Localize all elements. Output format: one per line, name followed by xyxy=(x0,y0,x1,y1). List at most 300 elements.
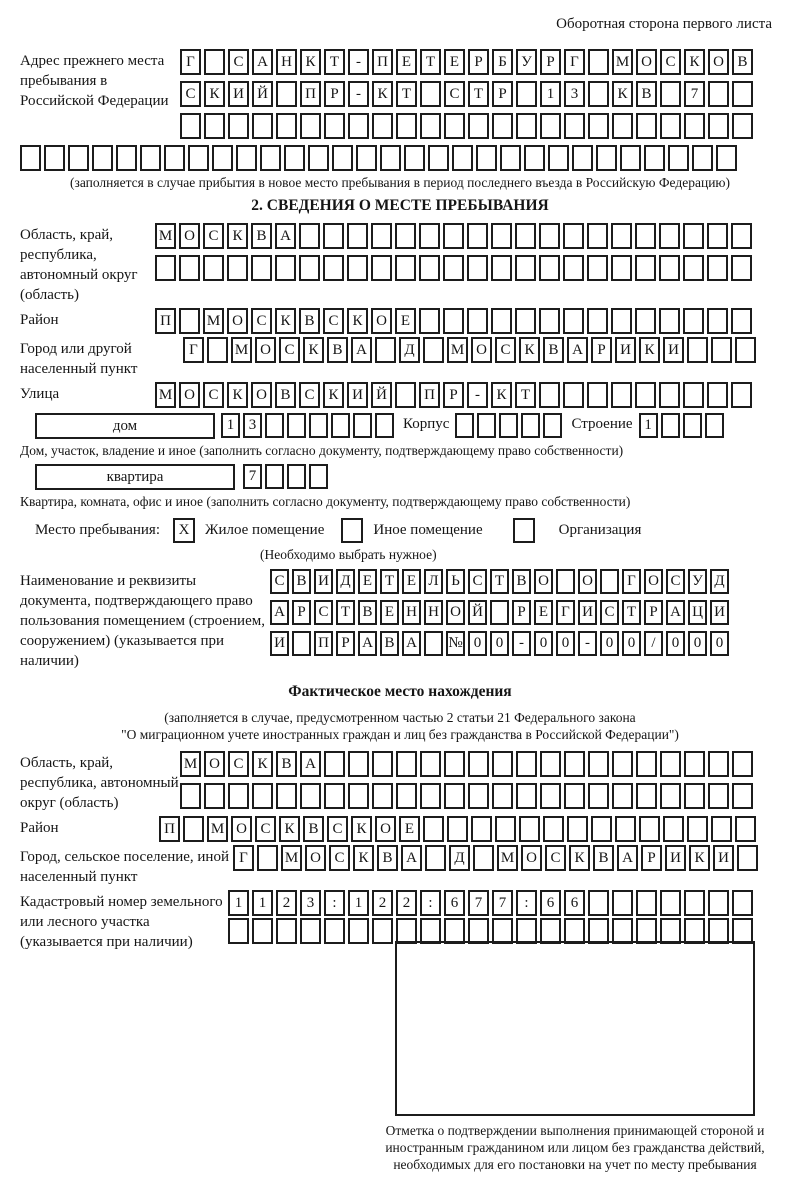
char-cell[interactable] xyxy=(611,223,632,249)
char-cell[interactable]: Е xyxy=(402,569,421,594)
char-cell[interactable]: Е xyxy=(534,600,553,625)
char-cell[interactable] xyxy=(207,337,228,363)
char-cell[interactable] xyxy=(707,382,728,408)
char-cell[interactable]: 1 xyxy=(540,81,561,107)
char-cell[interactable] xyxy=(492,918,513,944)
char-cell[interactable] xyxy=(395,255,416,281)
char-cell[interactable] xyxy=(660,81,681,107)
char-cell[interactable] xyxy=(543,413,562,438)
char-cell[interactable]: Д xyxy=(399,337,420,363)
char-cell[interactable] xyxy=(420,113,441,139)
char-cell[interactable] xyxy=(204,783,225,809)
char-cell[interactable] xyxy=(705,413,724,438)
char-cell[interactable]: 2 xyxy=(396,890,417,916)
char-cell[interactable]: С xyxy=(323,308,344,334)
char-cell[interactable] xyxy=(180,113,201,139)
char-cell[interactable] xyxy=(612,890,633,916)
char-cell[interactable] xyxy=(548,145,569,171)
char-cell[interactable]: К xyxy=(279,816,300,842)
char-cell[interactable] xyxy=(468,783,489,809)
char-cell[interactable] xyxy=(660,918,681,944)
char-cell[interactable] xyxy=(567,816,588,842)
prev-address-row-2[interactable] xyxy=(180,81,753,107)
char-cell[interactable] xyxy=(396,751,417,777)
char-cell[interactable] xyxy=(687,337,708,363)
char-cell[interactable]: Р xyxy=(292,600,311,625)
char-cell[interactable] xyxy=(299,255,320,281)
char-cell[interactable]: Й xyxy=(468,600,487,625)
char-cell[interactable]: В xyxy=(292,569,311,594)
char-cell[interactable] xyxy=(516,751,537,777)
char-cell[interactable]: К xyxy=(612,81,633,107)
gorod-row[interactable] xyxy=(183,337,756,363)
char-cell[interactable]: К xyxy=(347,308,368,334)
char-cell[interactable] xyxy=(495,816,516,842)
char-cell[interactable] xyxy=(396,113,417,139)
char-cell[interactable] xyxy=(471,816,492,842)
char-cell[interactable] xyxy=(424,631,443,656)
char-cell[interactable] xyxy=(564,783,585,809)
char-cell[interactable]: Т xyxy=(380,569,399,594)
char-cell[interactable]: М xyxy=(447,337,468,363)
char-cell[interactable] xyxy=(735,337,756,363)
char-cell[interactable]: В xyxy=(276,751,297,777)
char-cell[interactable]: А xyxy=(300,751,321,777)
char-cell[interactable] xyxy=(371,223,392,249)
dom-number-strip[interactable] xyxy=(221,413,394,438)
char-cell[interactable] xyxy=(683,413,702,438)
char-cell[interactable] xyxy=(588,918,609,944)
char-cell[interactable]: 0 xyxy=(556,631,575,656)
char-cell[interactable]: О xyxy=(636,49,657,75)
char-cell[interactable] xyxy=(467,223,488,249)
document-row-2[interactable] xyxy=(270,600,729,625)
char-cell[interactable]: Д xyxy=(710,569,729,594)
char-cell[interactable]: Т xyxy=(490,569,509,594)
char-cell[interactable] xyxy=(611,308,632,334)
char-cell[interactable]: О xyxy=(179,223,200,249)
char-cell[interactable]: М xyxy=(180,751,201,777)
char-cell[interactable]: 3 xyxy=(564,81,585,107)
char-cell[interactable]: О xyxy=(375,816,396,842)
char-cell[interactable]: А xyxy=(402,631,421,656)
char-cell[interactable]: : xyxy=(516,890,537,916)
fact-gorod-row[interactable] xyxy=(233,845,758,871)
char-cell[interactable] xyxy=(587,223,608,249)
char-cell[interactable] xyxy=(660,890,681,916)
char-cell[interactable] xyxy=(611,382,632,408)
char-cell[interactable]: К xyxy=(639,337,660,363)
char-cell[interactable] xyxy=(540,918,561,944)
char-cell[interactable] xyxy=(375,413,394,438)
char-cell[interactable]: Р xyxy=(512,600,531,625)
char-cell[interactable] xyxy=(539,308,560,334)
char-cell[interactable]: О xyxy=(446,600,465,625)
char-cell[interactable] xyxy=(251,255,272,281)
char-cell[interactable] xyxy=(500,145,521,171)
char-cell[interactable] xyxy=(588,113,609,139)
char-cell[interactable] xyxy=(731,382,752,408)
char-cell[interactable] xyxy=(356,145,377,171)
char-cell[interactable]: М xyxy=(231,337,252,363)
char-cell[interactable]: Т xyxy=(622,600,641,625)
char-cell[interactable] xyxy=(444,783,465,809)
char-cell[interactable]: О xyxy=(231,816,252,842)
char-cell[interactable] xyxy=(564,751,585,777)
char-cell[interactable] xyxy=(212,145,233,171)
char-cell[interactable] xyxy=(92,145,113,171)
char-cell[interactable] xyxy=(348,751,369,777)
char-cell[interactable] xyxy=(265,464,284,489)
char-cell[interactable] xyxy=(183,816,204,842)
char-cell[interactable]: О xyxy=(305,845,326,871)
char-cell[interactable] xyxy=(419,308,440,334)
char-cell[interactable]: Е xyxy=(395,308,416,334)
char-cell[interactable]: К xyxy=(372,81,393,107)
char-cell[interactable] xyxy=(539,382,560,408)
char-cell[interactable] xyxy=(611,255,632,281)
char-cell[interactable]: Р xyxy=(336,631,355,656)
char-cell[interactable]: К xyxy=(689,845,710,871)
char-cell[interactable]: 7 xyxy=(243,464,262,489)
char-cell[interactable]: А xyxy=(401,845,422,871)
char-cell[interactable]: П xyxy=(300,81,321,107)
char-cell[interactable] xyxy=(276,113,297,139)
char-cell[interactable] xyxy=(635,255,656,281)
char-cell[interactable] xyxy=(540,113,561,139)
char-cell[interactable]: - xyxy=(512,631,531,656)
char-cell[interactable] xyxy=(116,145,137,171)
char-cell[interactable] xyxy=(636,751,657,777)
char-cell[interactable]: 0 xyxy=(600,631,619,656)
char-cell[interactable]: Е xyxy=(444,49,465,75)
char-cell[interactable]: С xyxy=(600,600,619,625)
char-cell[interactable] xyxy=(620,145,641,171)
char-cell[interactable] xyxy=(708,113,729,139)
char-cell[interactable] xyxy=(708,918,729,944)
char-cell[interactable]: Н xyxy=(402,600,421,625)
char-cell[interactable]: И xyxy=(713,845,734,871)
char-cell[interactable]: К xyxy=(684,49,705,75)
char-cell[interactable] xyxy=(524,145,545,171)
char-cell[interactable] xyxy=(372,751,393,777)
char-cell[interactable] xyxy=(635,382,656,408)
char-cell[interactable]: Т xyxy=(468,81,489,107)
char-cell[interactable] xyxy=(203,255,224,281)
char-cell[interactable]: 1 xyxy=(221,413,240,438)
char-cell[interactable] xyxy=(68,145,89,171)
char-cell[interactable] xyxy=(636,113,657,139)
char-cell[interactable]: 6 xyxy=(444,890,465,916)
fact-raion-row[interactable] xyxy=(159,816,756,842)
char-cell[interactable] xyxy=(731,255,752,281)
char-cell[interactable] xyxy=(596,145,617,171)
char-cell[interactable] xyxy=(687,816,708,842)
char-cell[interactable] xyxy=(588,783,609,809)
ulitsa-row[interactable] xyxy=(155,382,752,408)
char-cell[interactable] xyxy=(155,255,176,281)
char-cell[interactable] xyxy=(515,308,536,334)
char-cell[interactable]: Ц xyxy=(688,600,707,625)
char-cell[interactable]: - xyxy=(348,49,369,75)
char-cell[interactable]: К xyxy=(252,751,273,777)
char-cell[interactable] xyxy=(587,255,608,281)
char-cell[interactable]: 0 xyxy=(710,631,729,656)
char-cell[interactable]: М xyxy=(497,845,518,871)
char-cell[interactable] xyxy=(659,223,680,249)
char-cell[interactable] xyxy=(684,918,705,944)
char-cell[interactable]: В xyxy=(275,382,296,408)
char-cell[interactable] xyxy=(284,145,305,171)
char-cell[interactable] xyxy=(44,145,65,171)
char-cell[interactable] xyxy=(292,631,311,656)
char-cell[interactable]: Р xyxy=(591,337,612,363)
char-cell[interactable]: С xyxy=(203,382,224,408)
char-cell[interactable]: А xyxy=(351,337,372,363)
char-cell[interactable]: И xyxy=(663,337,684,363)
char-cell[interactable] xyxy=(309,413,328,438)
char-cell[interactable] xyxy=(600,569,619,594)
char-cell[interactable] xyxy=(615,816,636,842)
char-cell[interactable] xyxy=(257,845,278,871)
char-cell[interactable] xyxy=(140,145,161,171)
char-cell[interactable] xyxy=(323,223,344,249)
char-cell[interactable] xyxy=(516,113,537,139)
checkbox-inoe[interactable] xyxy=(341,518,363,543)
char-cell[interactable] xyxy=(227,255,248,281)
char-cell[interactable] xyxy=(612,751,633,777)
char-cell[interactable] xyxy=(683,308,704,334)
char-cell[interactable]: Р xyxy=(324,81,345,107)
char-cell[interactable] xyxy=(204,113,225,139)
char-cell[interactable] xyxy=(372,918,393,944)
char-cell[interactable] xyxy=(492,783,513,809)
char-cell[interactable] xyxy=(684,890,705,916)
char-cell[interactable] xyxy=(635,308,656,334)
char-cell[interactable] xyxy=(287,413,306,438)
char-cell[interactable] xyxy=(473,845,494,871)
char-cell[interactable] xyxy=(347,255,368,281)
char-cell[interactable]: : xyxy=(420,890,441,916)
char-cell[interactable]: Т xyxy=(324,49,345,75)
char-cell[interactable]: Н xyxy=(276,49,297,75)
char-cell[interactable] xyxy=(204,49,225,75)
char-cell[interactable] xyxy=(323,255,344,281)
char-cell[interactable]: 3 xyxy=(243,413,262,438)
char-cell[interactable] xyxy=(265,413,284,438)
char-cell[interactable]: К xyxy=(569,845,590,871)
document-row-3[interactable] xyxy=(270,631,729,656)
char-cell[interactable] xyxy=(708,783,729,809)
char-cell[interactable] xyxy=(490,600,509,625)
char-cell[interactable]: С xyxy=(329,845,350,871)
char-cell[interactable]: О xyxy=(179,382,200,408)
char-cell[interactable]: Т xyxy=(336,600,355,625)
char-cell[interactable]: С xyxy=(279,337,300,363)
char-cell[interactable] xyxy=(476,145,497,171)
char-cell[interactable] xyxy=(443,255,464,281)
char-cell[interactable]: С xyxy=(468,569,487,594)
char-cell[interactable]: Б xyxy=(492,49,513,75)
char-cell[interactable] xyxy=(737,845,758,871)
char-cell[interactable]: 1 xyxy=(348,890,369,916)
char-cell[interactable]: Г xyxy=(183,337,204,363)
char-cell[interactable]: / xyxy=(644,631,663,656)
char-cell[interactable] xyxy=(684,751,705,777)
char-cell[interactable] xyxy=(423,337,444,363)
char-cell[interactable] xyxy=(467,255,488,281)
char-cell[interactable] xyxy=(540,783,561,809)
char-cell[interactable]: Й xyxy=(371,382,392,408)
char-cell[interactable] xyxy=(380,145,401,171)
char-cell[interactable] xyxy=(491,308,512,334)
char-cell[interactable]: А xyxy=(617,845,638,871)
char-cell[interactable] xyxy=(443,223,464,249)
char-cell[interactable]: М xyxy=(155,382,176,408)
char-cell[interactable]: К xyxy=(519,337,540,363)
char-cell[interactable]: 1 xyxy=(639,413,658,438)
char-cell[interactable] xyxy=(180,783,201,809)
char-cell[interactable]: А xyxy=(567,337,588,363)
char-cell[interactable]: К xyxy=(351,816,372,842)
char-cell[interactable]: 1 xyxy=(228,890,249,916)
char-cell[interactable] xyxy=(663,816,684,842)
char-cell[interactable] xyxy=(228,783,249,809)
dom-type-box[interactable]: дом xyxy=(35,413,215,439)
char-cell[interactable]: 0 xyxy=(534,631,553,656)
char-cell[interactable] xyxy=(455,413,474,438)
char-cell[interactable]: О xyxy=(251,382,272,408)
char-cell[interactable]: - xyxy=(578,631,597,656)
char-cell[interactable] xyxy=(308,145,329,171)
char-cell[interactable] xyxy=(404,145,425,171)
char-cell[interactable]: А xyxy=(666,600,685,625)
char-cell[interactable] xyxy=(636,918,657,944)
prev-address-overflow-row[interactable] xyxy=(20,145,780,171)
char-cell[interactable] xyxy=(300,918,321,944)
char-cell[interactable] xyxy=(521,413,540,438)
char-cell[interactable]: С xyxy=(228,49,249,75)
char-cell[interactable]: Т xyxy=(515,382,536,408)
char-cell[interactable] xyxy=(179,255,200,281)
char-cell[interactable]: О xyxy=(471,337,492,363)
char-cell[interactable]: А xyxy=(358,631,377,656)
char-cell[interactable]: Д xyxy=(336,569,355,594)
char-cell[interactable] xyxy=(708,81,729,107)
char-cell[interactable]: М xyxy=(281,845,302,871)
char-cell[interactable] xyxy=(659,255,680,281)
oblast-row-2[interactable] xyxy=(155,255,752,281)
char-cell[interactable] xyxy=(659,308,680,334)
char-cell[interactable]: Е xyxy=(358,569,377,594)
char-cell[interactable]: С xyxy=(327,816,348,842)
char-cell[interactable]: 1 xyxy=(252,890,273,916)
char-cell[interactable] xyxy=(447,816,468,842)
char-cell[interactable] xyxy=(731,308,752,334)
char-cell[interactable]: С xyxy=(270,569,289,594)
char-cell[interactable] xyxy=(516,783,537,809)
char-cell[interactable]: И xyxy=(228,81,249,107)
kadastr-row-1[interactable] xyxy=(228,890,753,916)
char-cell[interactable] xyxy=(468,113,489,139)
char-cell[interactable] xyxy=(188,145,209,171)
char-cell[interactable]: С xyxy=(495,337,516,363)
char-cell[interactable] xyxy=(591,816,612,842)
char-cell[interactable] xyxy=(539,223,560,249)
char-cell[interactable] xyxy=(228,113,249,139)
char-cell[interactable]: Л xyxy=(424,569,443,594)
char-cell[interactable] xyxy=(348,783,369,809)
char-cell[interactable] xyxy=(348,113,369,139)
char-cell[interactable] xyxy=(252,113,273,139)
char-cell[interactable]: П xyxy=(159,816,180,842)
char-cell[interactable] xyxy=(347,223,368,249)
char-cell[interactable]: О xyxy=(578,569,597,594)
char-cell[interactable]: Ь xyxy=(446,569,465,594)
char-cell[interactable] xyxy=(287,464,306,489)
char-cell[interactable] xyxy=(668,145,689,171)
char-cell[interactable] xyxy=(396,918,417,944)
char-cell[interactable] xyxy=(543,816,564,842)
char-cell[interactable] xyxy=(420,918,441,944)
char-cell[interactable]: К xyxy=(491,382,512,408)
char-cell[interactable] xyxy=(708,751,729,777)
char-cell[interactable] xyxy=(20,145,41,171)
char-cell[interactable]: П xyxy=(155,308,176,334)
char-cell[interactable] xyxy=(516,918,537,944)
char-cell[interactable] xyxy=(635,223,656,249)
char-cell[interactable] xyxy=(425,845,446,871)
char-cell[interactable] xyxy=(164,145,185,171)
char-cell[interactable] xyxy=(732,113,753,139)
char-cell[interactable] xyxy=(309,464,328,489)
char-cell[interactable]: Р xyxy=(641,845,662,871)
char-cell[interactable] xyxy=(324,751,345,777)
char-cell[interactable]: Р xyxy=(443,382,464,408)
char-cell[interactable]: № xyxy=(446,631,465,656)
char-cell[interactable] xyxy=(572,145,593,171)
char-cell[interactable]: О xyxy=(644,569,663,594)
char-cell[interactable]: К xyxy=(303,337,324,363)
char-cell[interactable]: В xyxy=(327,337,348,363)
char-cell[interactable]: - xyxy=(348,81,369,107)
char-cell[interactable] xyxy=(588,49,609,75)
char-cell[interactable] xyxy=(371,255,392,281)
char-cell[interactable]: О xyxy=(255,337,276,363)
char-cell[interactable] xyxy=(539,255,560,281)
char-cell[interactable]: В xyxy=(636,81,657,107)
char-cell[interactable]: И xyxy=(270,631,289,656)
korpus-strip[interactable] xyxy=(455,413,562,438)
char-cell[interactable]: 2 xyxy=(372,890,393,916)
char-cell[interactable]: 0 xyxy=(490,631,509,656)
char-cell[interactable] xyxy=(587,382,608,408)
char-cell[interactable]: Е xyxy=(380,600,399,625)
char-cell[interactable] xyxy=(588,751,609,777)
char-cell[interactable] xyxy=(423,816,444,842)
char-cell[interactable] xyxy=(683,255,704,281)
char-cell[interactable] xyxy=(228,918,249,944)
char-cell[interactable] xyxy=(711,816,732,842)
char-cell[interactable]: П xyxy=(372,49,393,75)
char-cell[interactable] xyxy=(492,751,513,777)
char-cell[interactable]: 6 xyxy=(540,890,561,916)
char-cell[interactable] xyxy=(324,783,345,809)
char-cell[interactable]: А xyxy=(270,600,289,625)
char-cell[interactable] xyxy=(659,382,680,408)
kvartira-type-box[interactable]: квартира xyxy=(35,464,235,490)
char-cell[interactable] xyxy=(348,918,369,944)
